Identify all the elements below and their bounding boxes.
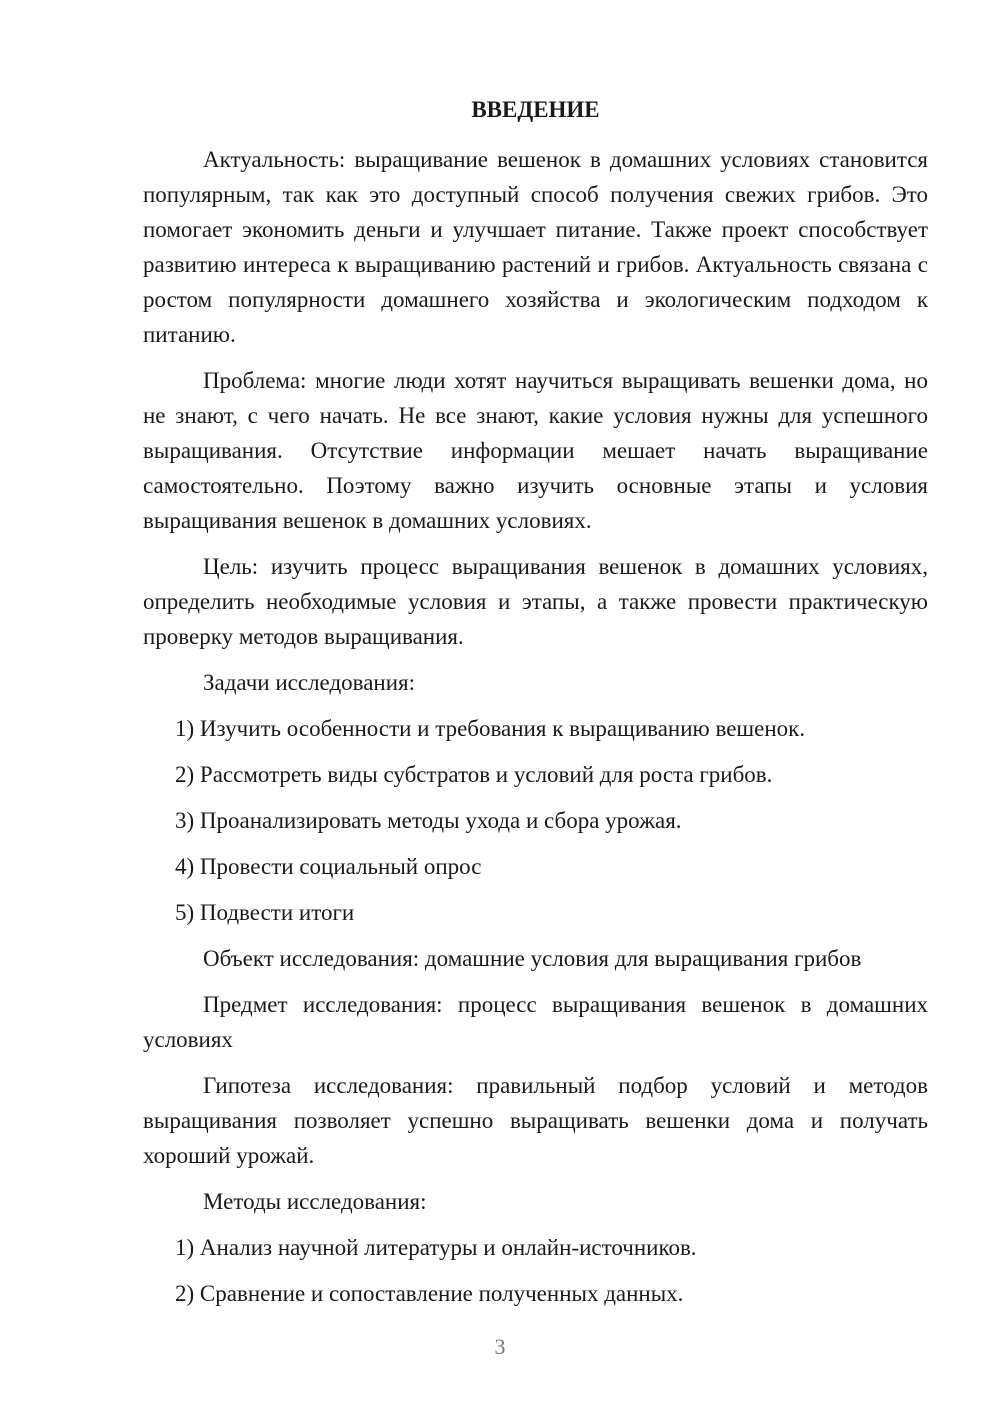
methods-heading: Методы исследования: [203,1189,427,1214]
problem-paragraph: Проблема: многие люди хотят научиться выращивать вешенки дома, но не знают, с чего начать. Не все знают, какие условия нужны для успешного выращивания. Отсутствие информации мешает начать выращивание самостоятельно. Поэтому важно изучить основные этапы и условия выращивания вешенок в домашних условиях. [143,368,928,533]
tasks-list [143,711,928,930]
task-item: 4) Провести социальный опрос [175,854,482,879]
object-paragraph: Объект исследования: домашние условия для выращивания грибов [203,946,862,971]
method-item: 2) Сравнение и сопоставление полученных данных. [175,1281,684,1306]
task-item: 2) Рассмотреть виды субстратов и условий для роста грибов. [175,762,773,787]
relevance-paragraph: Актуальность: выращивание вешенок в домашних условиях становится популярным, так как это доступный способ получения свежих грибов. Это помогает экономить деньги и улучшает питание. Также проект способствует развитию интереса к выращиванию растений и грибов. Актуальность связана с ростом популярности домашнего хозяйства и экологическим подходом к питанию. [143,147,928,347]
subject-paragraph: Предмет исследования: процесс выращивания вешенок в домашних условиях [143,992,928,1052]
task-item: 3) Проанализировать методы ухода и сбора урожая. [175,808,682,833]
goal-paragraph: Цель: изучить процесс выращивания вешенок в домашних условиях, определить необходимые условия и этапы, а также провести практическую проверку методов выращивания. [143,554,928,649]
hypothesis-paragraph: Гипотеза исследования: правильный подбор условий и методов выращивания позволяет успешно выращивать вешенки дома и получать хороший урожай. [143,1073,928,1168]
document-body [143,142,928,1322]
method-item: 1) Анализ научной литературы и онлайн-источников. [175,1235,697,1260]
section-title: ВВЕДЕНИЕ [471,97,600,122]
task-item: 1) Изучить особенности и требования к выращиванию вешенок. [175,716,806,741]
page-number: 3 [494,1334,506,1359]
task-item: 5) Подвести итоги [175,900,355,925]
tasks-heading: Задачи исследования: [203,670,416,695]
methods-list [143,1230,928,1311]
